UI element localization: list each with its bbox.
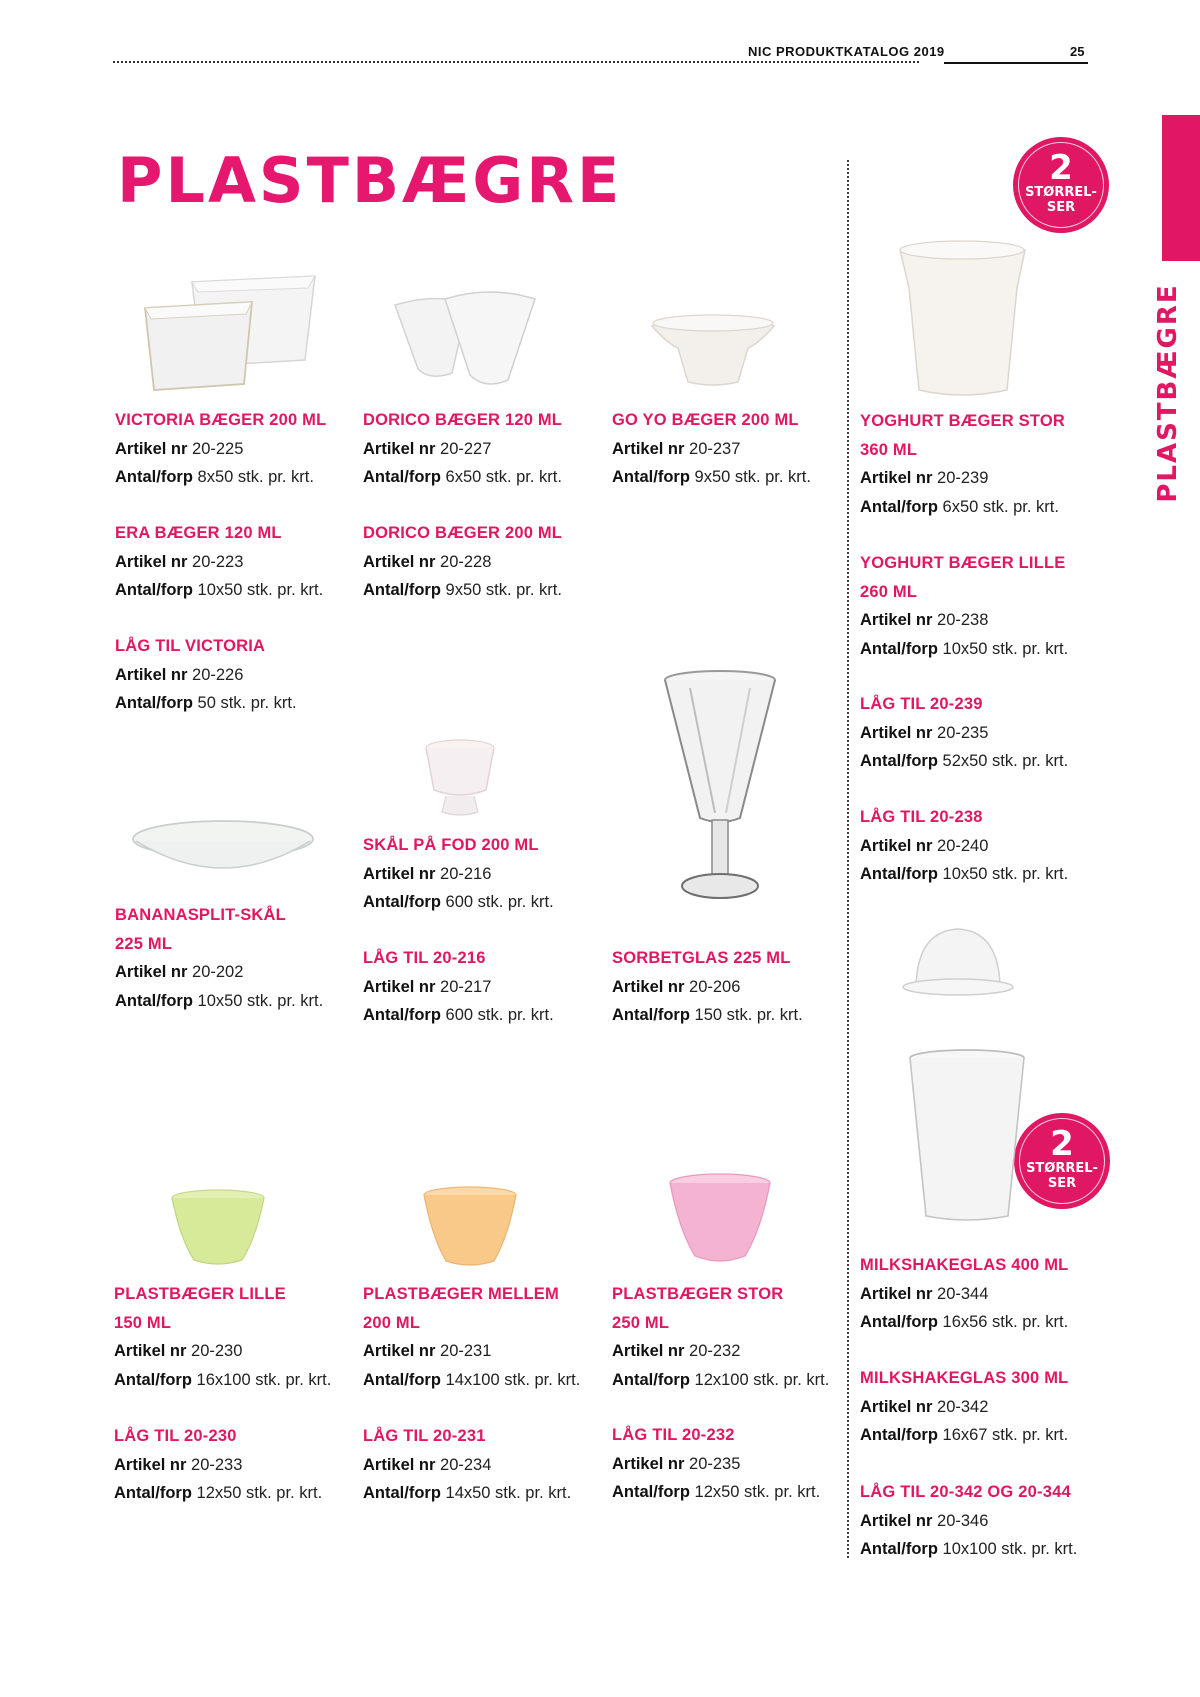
- product-dorico-200: DORICO BÆGER 200 ML Artikel nr 20-228 Antal/forp 9x50 stk. pr. krt.: [363, 524, 563, 599]
- column-separator: [847, 160, 849, 1558]
- yoghurt-cup-image: [895, 238, 1030, 398]
- product-bananasplit: BANANASPLIT-SKÅL 225 ML Artikel nr 20-202 Antal/forp 10x50 stk. pr. krt.: [115, 906, 324, 1010]
- side-tab-label: PLASTBÆGRE: [1153, 283, 1183, 503]
- side-tab-marker: [1162, 115, 1200, 261]
- catalog-title: NIC PRODUKTKATALOG 2019: [748, 44, 945, 59]
- product-lid-20-238: LÅG TIL 20-238 Artikel nr 20-240 Antal/forp 10x50 stk. pr. krt.: [860, 808, 1069, 883]
- goyo-cup-image: [648, 308, 778, 388]
- sorbet-glass-image: [660, 668, 780, 908]
- cup-pink-image: [665, 1172, 775, 1267]
- product-plastbaeger-lille: PLASTBÆGER LILLE 150 ML Artikel nr 20-230 Antal/forp 16x100 stk. pr. krt.: [114, 1285, 332, 1389]
- product-victoria-200: VICTORIA BÆGER 200 ML Artikel nr 20-225 Antal/forp 8x50 stk. pr. krt.: [115, 411, 327, 486]
- milkshake-lid-image: [898, 925, 1018, 1005]
- product-lid-20-216: LÅG TIL 20-216 Artikel nr 20-217 Antal/forp 600 stk. pr. krt.: [363, 949, 554, 1024]
- product-plastbaeger-stor: PLASTBÆGER STOR 250 ML Artikel nr 20-232 Antal/forp 12x100 stk. pr. krt.: [612, 1285, 830, 1389]
- milkshake-glass-image: [906, 1048, 1028, 1223]
- bananasplit-bowl-image: [128, 815, 318, 885]
- product-skaal-paa-fod: SKÅL PÅ FOD 200 ML Artikel nr 20-216 Antal/forp 600 stk. pr. krt.: [363, 836, 554, 911]
- victoria-cup-image: [140, 262, 320, 392]
- product-lid-20-231: LÅG TIL 20-231 Artikel nr 20-234 Antal/forp 14x50 stk. pr. krt.: [363, 1427, 572, 1502]
- product-yoghurt-lille: YOGHURT BÆGER LILLE 260 ML Artikel nr 20-238 Antal/forp 10x50 stk. pr. krt.: [860, 554, 1069, 658]
- product-dorico-120: DORICO BÆGER 120 ML Artikel nr 20-227 Antal/forp 6x50 stk. pr. krt.: [363, 411, 563, 486]
- size-badge: 2 STØRREL- SER: [1014, 1113, 1110, 1209]
- cup-orange-image: [420, 1185, 520, 1270]
- header-rule: [944, 62, 1088, 64]
- product-lid-victoria: LÅG TIL VICTORIA Artikel nr 20-226 Antal/forp 50 stk. pr. krt.: [115, 637, 297, 712]
- dorico-cup-image: [390, 285, 540, 390]
- cup-green-image: [168, 1188, 268, 1268]
- product-lid-20-342-344: LÅG TIL 20-342 OG 20-344 Artikel nr 20-346 Antal/forp 10x100 stk. pr. krt.: [860, 1483, 1078, 1558]
- product-sorbetglas: SORBETGLAS 225 ML Artikel nr 20-206 Antal/forp 150 stk. pr. krt.: [612, 949, 803, 1024]
- product-yoghurt-stor: YOGHURT BÆGER STOR 360 ML Artikel nr 20-239 Antal/forp 6x50 stk. pr. krt.: [860, 412, 1065, 516]
- product-milkshake-300: MILKSHAKEGLAS 300 ML Artikel nr 20-342 Antal/forp 16x67 stk. pr. krt.: [860, 1369, 1069, 1444]
- size-badge: 2 STØRREL- SER: [1013, 137, 1109, 233]
- header-dotted-rule: [113, 61, 919, 63]
- product-lid-20-239: LÅG TIL 20-239 Artikel nr 20-235 Antal/forp 52x50 stk. pr. krt.: [860, 695, 1069, 770]
- page-number: 25: [1070, 44, 1085, 59]
- product-era-120: ERA BÆGER 120 ML Artikel nr 20-223 Antal/forp 10x50 stk. pr. krt.: [115, 524, 324, 599]
- product-lid-20-232: LÅG TIL 20-232 Artikel nr 20-235 Antal/forp 12x50 stk. pr. krt.: [612, 1426, 821, 1501]
- page-title: PLASTBÆGRE: [117, 144, 623, 217]
- footed-bowl-image: [422, 738, 498, 816]
- product-plastbaeger-mellem: PLASTBÆGER MELLEM 200 ML Artikel nr 20-231 Antal/forp 14x100 stk. pr. krt.: [363, 1285, 581, 1389]
- product-milkshake-400: MILKSHAKEGLAS 400 ML Artikel nr 20-344 Antal/forp 16x56 stk. pr. krt.: [860, 1256, 1069, 1331]
- product-goyo-200: GO YO BÆGER 200 ML Artikel nr 20-237 Antal/forp 9x50 stk. pr. krt.: [612, 411, 811, 486]
- product-lid-20-230: LÅG TIL 20-230 Artikel nr 20-233 Antal/forp 12x50 stk. pr. krt.: [114, 1427, 323, 1502]
